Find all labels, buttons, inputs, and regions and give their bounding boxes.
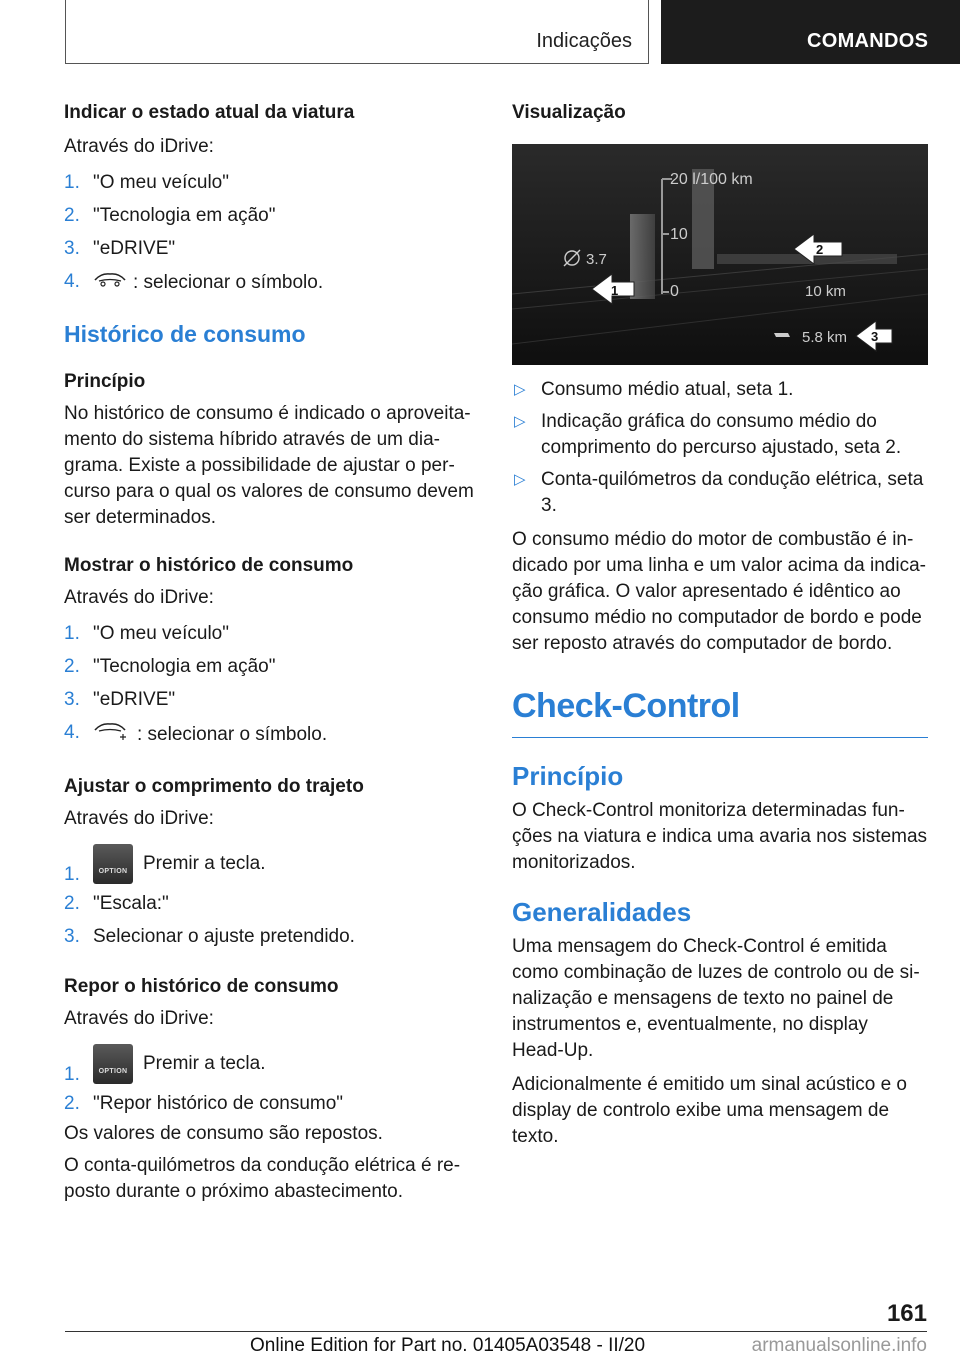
footer-edition: Online Edition for Part no. 01405A03548 - II/20 — [250, 1335, 646, 1356]
visualization-paragraph: O consumo médio do motor de combustão é indicado por uma linha e um valor acima da indicação gráfica. O valor apresentado é idêntico ao consumo médio no computador de bordo e pode ser reposto através do computador de bordo. — [512, 529, 926, 654]
section-title-vehicle-status: Indicar o estado atual da viatura — [64, 102, 355, 123]
list-item: 3. "eDRIVE" — [64, 238, 176, 259]
list-item: 2. "Escala:" — [64, 893, 169, 914]
arrow-1-label: 1 — [611, 283, 619, 298]
header-section-box — [65, 0, 649, 64]
ev-distance-label: 5.8 km — [802, 329, 848, 346]
option-button-icon: OPTION — [93, 1044, 133, 1084]
cc-principle-paragraph: O Check-Control monitoriza determinadas funções na viatura e indica uma avaria nos sistemas monitorizados. — [512, 800, 928, 873]
generalities-paragraph-2: Adicionalmente é emitido um sinal acústico e o display de controlo exibe uma mensagem de texto. — [512, 1074, 907, 1147]
triangle-bullet-icon: ▷ — [514, 471, 526, 488]
heading-cc-principle: Princípio — [512, 761, 624, 791]
electric-drive-icon — [774, 333, 790, 337]
principle-paragraph: No histórico de consumo é indicado o aproveitamento do sistema híbrido através de um diagrama. Existe a possibilidade de ajustar o percurso para o qual os valores de consumo devem ser determinados. — [64, 403, 474, 528]
unit-label: 20 l/100 km — [670, 171, 753, 188]
distance-label: 10 km — [805, 283, 846, 300]
arrow-3-label: 3 — [871, 329, 879, 344]
tick-label-10: 10 — [670, 226, 688, 243]
list-item: ▷ Consumo médio atual, seta 1. — [512, 377, 928, 403]
consumption-display-graphic — [512, 144, 928, 365]
reset-paragraph-2: O conta-quilómetros da condução elétrica é reposto durante o próximo abastecimento. — [64, 1155, 461, 1202]
footer-rule — [65, 1331, 927, 1332]
list-item: 2. "Tecnologia em ação" — [64, 656, 276, 677]
consumption-display-figure — [512, 144, 928, 365]
list-item: ▷ Conta-quilómetros da condução elétrica, seta 3. — [514, 469, 924, 516]
heading-principle: Princípio — [64, 371, 146, 392]
heading-show-history: Mostrar o histórico de consumo — [64, 555, 354, 576]
left-column — [64, 100, 478, 1205]
header-chapter-tab — [661, 0, 960, 64]
generalities-paragraph-1: Uma mensagem do Check-Control é emitida como combinação de luzes de controlo ou de sinalização e mensagens de texto no painel de instrumentos e, eventualmente, no display Head-Up. — [512, 936, 920, 1061]
list-item: 1. OPTION Premir a tecla. — [64, 844, 478, 884]
list-item: 4. : selecionar o símbolo. — [64, 269, 478, 297]
heading-consumption-history: Histórico de consumo — [64, 321, 306, 347]
heading-check-control: Check-Control — [512, 687, 740, 725]
triangle-bullet-icon: ▷ — [514, 413, 526, 430]
list-item: 1. OPTION Premir a tecla. — [64, 1044, 478, 1084]
consumption-history-icon — [93, 720, 131, 750]
heading-rule — [512, 737, 928, 738]
footer-watermark: armanualsonline.info — [751, 1335, 927, 1356]
list-item: 2. "Repor histórico de consumo" — [64, 1093, 344, 1114]
list-item: 1. "O meu veículo" — [64, 623, 229, 644]
list-item: 3. "eDRIVE" — [64, 689, 176, 710]
steps-list-reset — [64, 1044, 478, 1117]
header-section-title: Indicações — [536, 30, 632, 52]
list-item: 4. : selecionar o símbolo. — [64, 720, 478, 750]
car-status-icon — [93, 269, 127, 297]
list-item: 3. Selecionar o ajuste pretendido. — [64, 926, 355, 947]
heading-reset-history: Repor o histórico de consumo — [64, 976, 339, 997]
heading-generalities: Generalidades — [512, 897, 692, 927]
header-chapter-label: COMANDOS — [807, 30, 929, 52]
reset-paragraph-1: Os valores de consumo são repostos. — [64, 1123, 383, 1144]
list-item: 2. "Tecnologia em ação" — [64, 205, 276, 226]
steps-list-vehicle-status — [64, 170, 478, 297]
right-column — [512, 100, 928, 1150]
triangle-bullet-icon: ▷ — [514, 381, 526, 398]
via-idrive-text: Através do iDrive: — [64, 808, 214, 829]
list-item: 1. "O meu veículo" — [64, 172, 229, 193]
steps-list-adjust — [64, 844, 478, 950]
steps-list-show-history — [64, 621, 478, 750]
tick-label-0: 0 — [670, 283, 679, 300]
option-button-icon: OPTION — [93, 844, 133, 884]
visualization-bullets — [512, 377, 928, 519]
heading-adjust-distance: Ajustar o comprimento do trajeto — [64, 776, 364, 797]
list-item: ▷ Indicação gráfica do consumo médio do comprimento do percurso ajustado, seta 2. — [514, 411, 902, 458]
heading-visualization: Visualização — [512, 102, 626, 123]
via-idrive-text: Através do iDrive: — [64, 136, 214, 157]
average-value: 3.7 — [586, 251, 607, 268]
page-number: 161 — [886, 1300, 927, 1327]
via-idrive-text: Através do iDrive: — [64, 587, 214, 608]
via-idrive-text: Através do iDrive: — [64, 1008, 214, 1029]
arrow-2-label: 2 — [816, 242, 824, 257]
